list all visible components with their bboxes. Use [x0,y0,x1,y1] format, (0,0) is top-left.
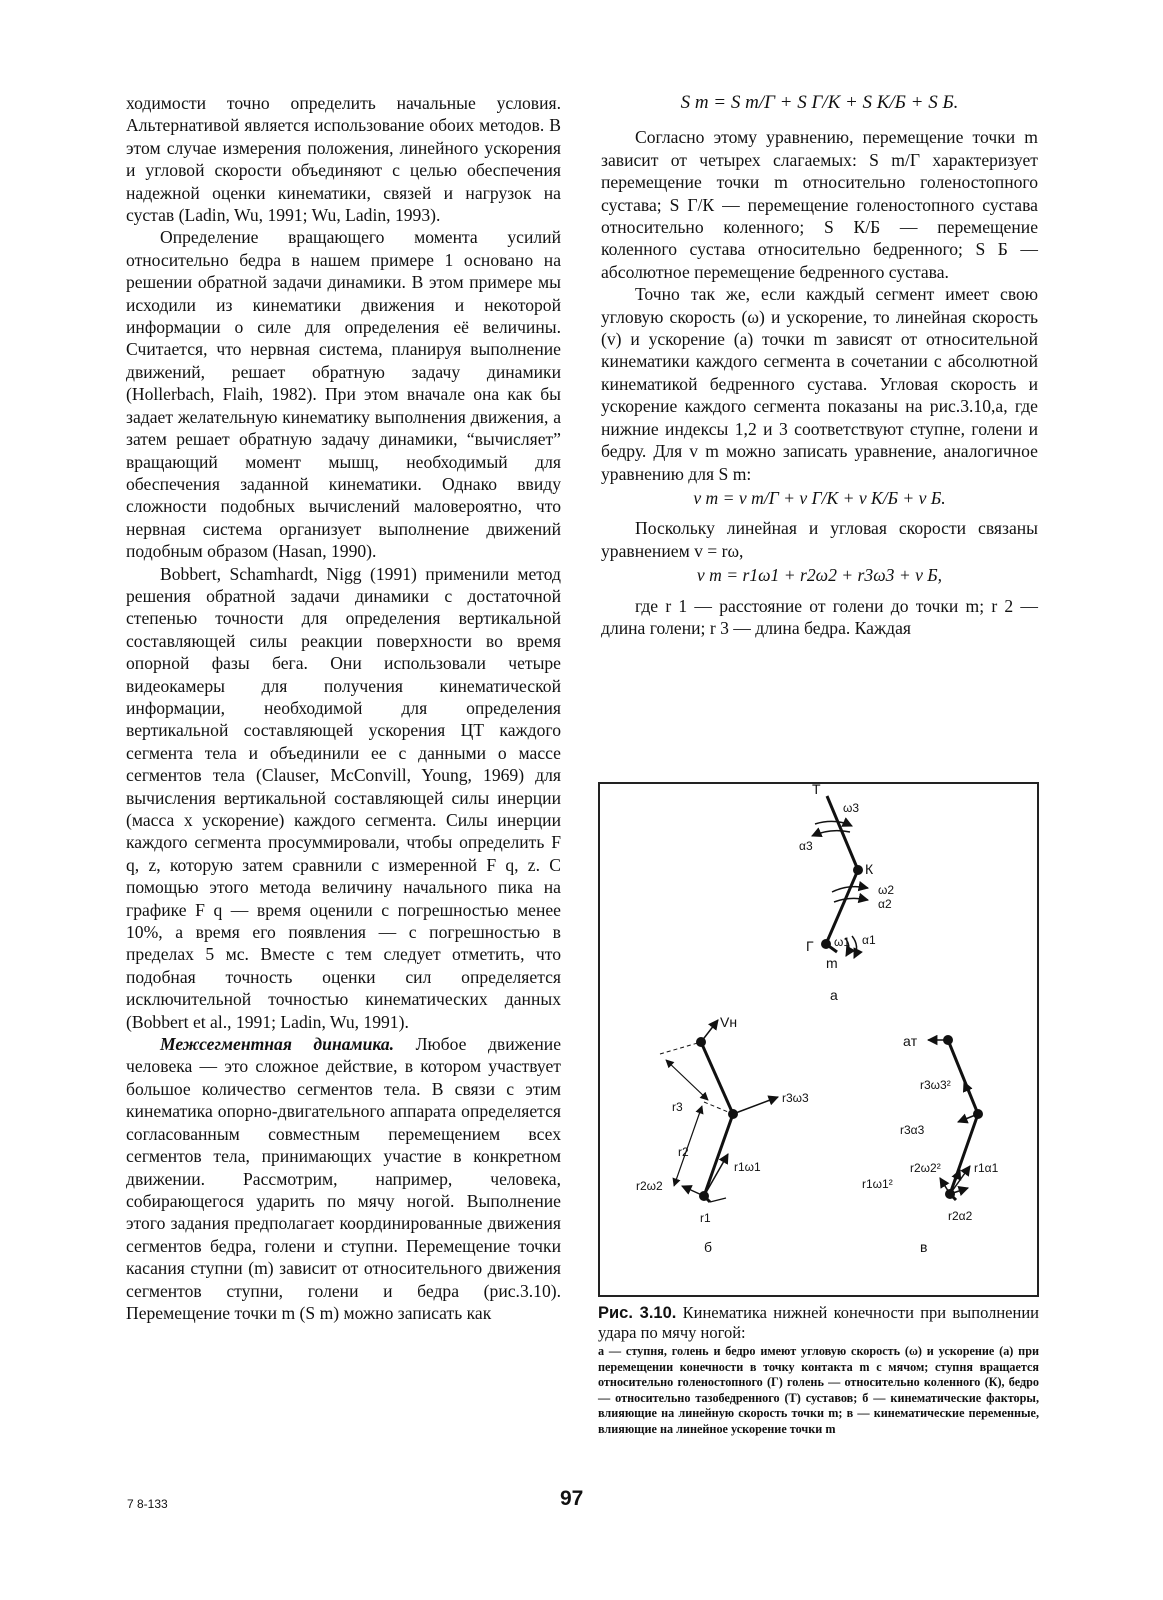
section-heading: Межсегментная динамика. [160,1034,395,1055]
label-G: Г [806,938,814,954]
paragraph [126,1033,561,1324]
left-column [126,92,561,1324]
paragraph: где r 1 — расстояние от голени до точки m; r 2 — длина голени; r 3 — длина бедра. Каждая [601,595,1038,638]
paragraph-text: Любое движение человека — это сложное действие, в котором участвует большое количество сегментов тела. В связи с этим кинематика опорно-двигательного аппарата определяется согласованным совместным перемещением всех сегментов тела, принимающих участие в конкретном движении. Рассмотрим, например, человека, собирающегося ударить по мячу ногой. Выполнение этого задания предполагает координированные движения сегментов бедра, голени и ступни. Перемещение точки касания ступни (m) зависит от относительного движения сегментов ступни, голени и бедра (рис.3.10). Перемещение точки m (S m) можно записать как [126,1034,562,1323]
knee-joint [853,865,863,875]
paragraph: Определение вращающего момента усилий относительно бедра в нашем примере 1 основано на решении обратной задачи динамики. В этом примере мы исходили из кинематики движения и некоторой информации о силе для определения её величины. Считается, что нервная система, планируя выполнение движений, решает обратную задачу динамики (Hollerbach, Flaih, 1982). При этом вначале она как бы задает желательную кинематику выполнения движения, а затем решает обратную задачу динамики, “вычисляет” вращающий момент мышц, необходимый для обеспечения заданной кинематики. Однако ввиду сложности подобных вычислений маловероятно, что нервная система организует выполнение движений подобным образом (Hasan, 1990). [126,227,561,562]
paragraph: ходимости точно определить начальные условия. Альтернативой является использование обоих методов. В этом случае измерения положения, линейного ускорения и угловой скорости объединяют с целью обеспечения надежной оценки кинематики, связей и нагрузок на сустав (Ladin, Wu, 1991; Wu, Ladin, 1993). [126,93,561,226]
accel-arrow-r3w3sq [964,1082,978,1114]
caption-title-text: Кинематика нижней конечности при выполнении удара по мячу ногой: [598,1303,1039,1342]
length-r3 [666,1060,708,1100]
equation: v m = v m/Г + v Г/К + v К/Б + v Б. [693,487,946,508]
velocity-arrow-vn [701,1020,718,1042]
shank-segment [704,1114,733,1196]
label-m: m [826,955,838,971]
label-at: aт [903,1033,918,1049]
equation: S m = S m/Г + S Г/К + S К/Б + S Б. [680,92,959,113]
label-vn: Vн [720,1014,738,1030]
paragraph: Поскольку линейная и угловая скорости связаны уравнением v = rω, [601,518,1038,561]
label-T: Т [812,784,821,797]
rotation-arrow-a2 [834,898,868,902]
paragraph: Bobbert, Schamhardt, Nigg (1991) применили метод решения обратной задачи динамики с достаточной степенью точности для определения вертикальной составляющей силы реакции поверхности во время опорной фазы бега. Они использовали четыре видеокамеры для получения кинематической информации, необходимой для определения вертикальной составляющей ускорения ЦТ каждого сегмента тела и объединили ее с данными о массе сегментов тела (Clauser, McConvill, Young, 1969) для вычисления вертикальной составляющей силы инерции (масса х ускорение) каждого сегмента. Силы инерции каждого сегмента просуммировали, чтобы определить F q, z, которую затем сравнили с измеренной F q, z. С помощью этого метода величину начального пика на графике F q — время оценили с погрешностью менее 10%, а время его появления — с погрешностью в пределах 5 мс. Вместе с тем следует отметить, что подобная точность оценки сил определяется исключительной точностью кинематических данных (Bobbert et al., 1991; Ladin, Wu, 1991). [126,563,561,1032]
panel-b [636,1014,809,1255]
label-a3: α3 [799,839,813,853]
label-r2w2sq: r2ω2² [910,1161,941,1175]
label-r1: r1 [700,1211,711,1225]
label-r1w1: r1ω1 [734,1160,761,1174]
panel-letter-b: б [704,1239,713,1255]
paragraph: Согласно этому уравнению, перемещение точки m зависит от четырех слагаемых: S m/Г характеризует перемещение точки m относительно голеностопного сустава; S Г/К — перемещение голеностопного сустава относительно коленного; S К/Б — перемещение коленного сустава относительно бедренного; S Б — абсолютное перемещение бедренного сустава. [601,127,1038,282]
paragraph: Точно так же, если каждый сегмент имеет свою угловую скорость (ω) и ускорение, то линейная скорость (v) и ускорение (a) точки m зависят от относительной кинематики каждого сегмента в сочетании с абсолютной кинематикой бедренного сустава. Угловая скорость и ускорение каждого сегмента показаны на рис.3.10,a, где нижние индексы 1,2 и 3 соответствуют ступне, голени и бедру. Для v m можно записать уравнение, аналогичное уравнению для S m: [601,284,1038,484]
foot-tick [710,1198,726,1202]
rotation-arrow-w3 [815,821,852,826]
label-r3w3sq: r3ω3² [920,1078,951,1092]
panel-letter-c: в [920,1239,928,1255]
figure-caption [598,1303,1039,1438]
caption-label: Рис. 3.10. [598,1304,677,1322]
accel-arrow-r1w1sq [940,1178,950,1194]
ankle-joint [821,939,831,949]
label-r1a1: r1α1 [974,1161,999,1175]
label-a2: α2 [878,897,892,911]
shank-segment [826,870,858,944]
page-number: 97 [560,1487,584,1510]
label-a1: α1 [862,933,876,947]
panel-c [862,1033,999,1255]
label-r2: r2 [678,1145,689,1159]
panel-letter-a: а [830,987,838,1003]
right-column [601,92,1038,639]
caption-title [598,1303,1039,1342]
printer-signature: 7 8-133 [127,1497,168,1511]
label-w2: ω2 [878,883,895,897]
label-r3: r3 [672,1100,683,1114]
dashed-line [660,1042,701,1054]
label-K: К [865,861,874,877]
label-r2a2: r2α2 [948,1209,973,1223]
label-r3a3: r3α3 [900,1123,925,1137]
rotation-arrow-a1 [852,936,857,958]
label-r3w3: r3ω3 [782,1091,809,1105]
label-r2w2: r2ω2 [636,1179,663,1193]
equation: v m = r1ω1 + r2ω2 + r3ω3 + v Б, [696,565,943,586]
label-r1w1sq: r1ω1² [862,1177,893,1191]
velocity-arrow-r2w2 [682,1186,704,1196]
panel-a [799,784,894,1003]
kinematics-diagram [600,784,1041,1299]
label-w1: ω1 [834,935,851,949]
figure-3-10 [598,782,1039,1297]
label-w3: ω3 [843,801,860,815]
caption-body: а — ступня, голень и бедро имеют угловую скорость (ω) и ускорение (a) при перемещении конечности в точку контакта m с мячом; ступня вращается относительно голеностопного (Г) голень — относительно коленного (К), бедро — относительно тазобедренного (Т) суставов; б — кинематические факторы, влияющие на линейную скорость точки m; в — кинематические переменные, влияющие на линейное ускорение точки m [598,1344,1039,1436]
velocity-arrow-r3w3 [733,1097,778,1114]
